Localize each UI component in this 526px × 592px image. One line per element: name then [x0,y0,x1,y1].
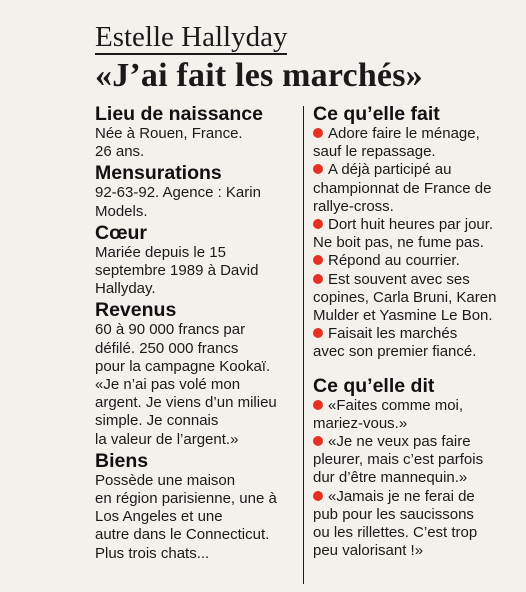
section-mensurations [95,163,300,220]
section-body-mensurations [95,184,300,220]
item-text: A déjà participé au [328,161,452,179]
item-line [313,252,523,270]
list-item [313,488,523,561]
bullet-icon [313,436,323,446]
item-line: rallye-cross. [313,197,394,215]
list-item [313,271,523,326]
section-title-dit: Ce qu’elle dit [313,374,435,397]
item-line [313,271,523,289]
left-column [95,104,300,565]
item-line: ou les rillettes. C’est trop [313,524,478,542]
body-line: défilé. 250 000 francs [95,339,239,357]
list-item [313,125,523,161]
body-line: pour la campagne Kookaï. [95,357,271,375]
item-line: dur d’être mannequin.» [313,469,468,487]
item-text: «Jamais je ne ferai de [328,487,475,505]
section-dit [313,376,523,561]
item-line: pub pour les saucissons [313,505,474,523]
item-line: pleurer, mais c’est parfois [313,451,484,469]
body-line: 60 à 90 000 francs par [95,321,246,339]
body-line: autre dans le Connecticut. [95,526,270,544]
section-body-coeur [95,244,300,299]
item-line: sauf le repassage. [313,143,436,161]
body-line: la valeur de l’argent.» [95,430,239,448]
item-line [313,216,523,234]
item-line [313,397,523,415]
section-body-biens [95,472,300,563]
bullet-icon [313,255,323,265]
item-line [313,325,523,343]
item-line [313,488,523,506]
item-text: «Faites comme moi, [328,396,464,414]
item-line: avec son premier fiancé. [313,343,477,361]
body-line: Los Angeles et une [95,508,223,526]
section-title-revenus: Revenus [95,299,177,322]
section-title-lieu: Lieu de naissance [95,103,263,125]
section-title-coeur: Cœur [95,221,147,244]
body-line: septembre 1989 à David [95,262,259,280]
bullet-icon [313,400,323,410]
body-line: «Je n’ai pas volé mon [95,376,241,394]
body-line: Mariée depuis le 15 [95,243,226,261]
body-line: 92-63-92. Agence : Karin [95,184,261,202]
item-line: championnat de France de [313,179,492,197]
bullet-icon [313,328,323,338]
section-fait [313,104,523,362]
column-divider [303,106,304,584]
body-line: argent. Je viens d’un milieu [95,394,277,412]
item-text: Dort huit heures par jour. [328,216,494,234]
body-line: simple. Je connais [95,412,219,430]
section-lieu [95,104,300,161]
item-text: «Je ne veux pas faire [328,433,471,451]
item-line [313,161,523,179]
item-text: Adore faire le ménage, [328,125,480,142]
list-item [313,216,523,252]
bullet-icon [313,128,323,138]
item-line: Ne boit pas, ne fume pas. [313,234,484,252]
body-line: Possède une maison [95,471,236,489]
section-body-revenus [95,321,300,448]
body-line: Née à Rouen, France. [95,125,243,142]
right-column [313,104,523,560]
list-item [313,325,523,361]
item-text: Répond au courrier. [328,252,460,270]
bullet-icon [313,274,323,284]
item-line: copines, Carla Bruni, Karen [313,288,497,306]
bullet-icon [313,219,323,229]
list-item [313,397,523,433]
bullet-icon [313,491,323,501]
article-headline: «J’ai fait les marchés» [95,57,423,94]
body-line: Plus trois chats... [95,544,210,562]
section-body-lieu [95,125,300,161]
body-line: 26 ans. [95,143,145,161]
list-item [313,433,523,488]
list-item [313,252,523,270]
section-title-fait: Ce qu’elle fait [313,103,440,125]
item-text: Faisait les marchés [328,325,458,343]
section-biens [95,451,300,563]
section-title-mensurations: Mensurations [95,162,222,185]
section-revenus [95,300,300,448]
body-line: Models. [95,202,148,220]
item-line: Mulder et Yasmine Le Bon. [313,307,493,325]
section-title-biens: Biens [95,449,149,472]
bullet-icon [313,164,323,174]
item-line: peu valorisant !» [313,542,424,560]
item-line: mariez-vous.» [313,414,408,432]
body-line: Hallyday. [95,280,156,298]
article-kicker: Estelle Hallyday [95,21,288,53]
item-text: Est souvent avec ses [328,270,470,288]
section-gap [313,362,523,376]
body-line: en région parisienne, une à [95,490,277,508]
section-coeur [95,223,300,299]
item-line [313,125,523,143]
list-item [313,161,523,216]
item-line [313,433,523,451]
